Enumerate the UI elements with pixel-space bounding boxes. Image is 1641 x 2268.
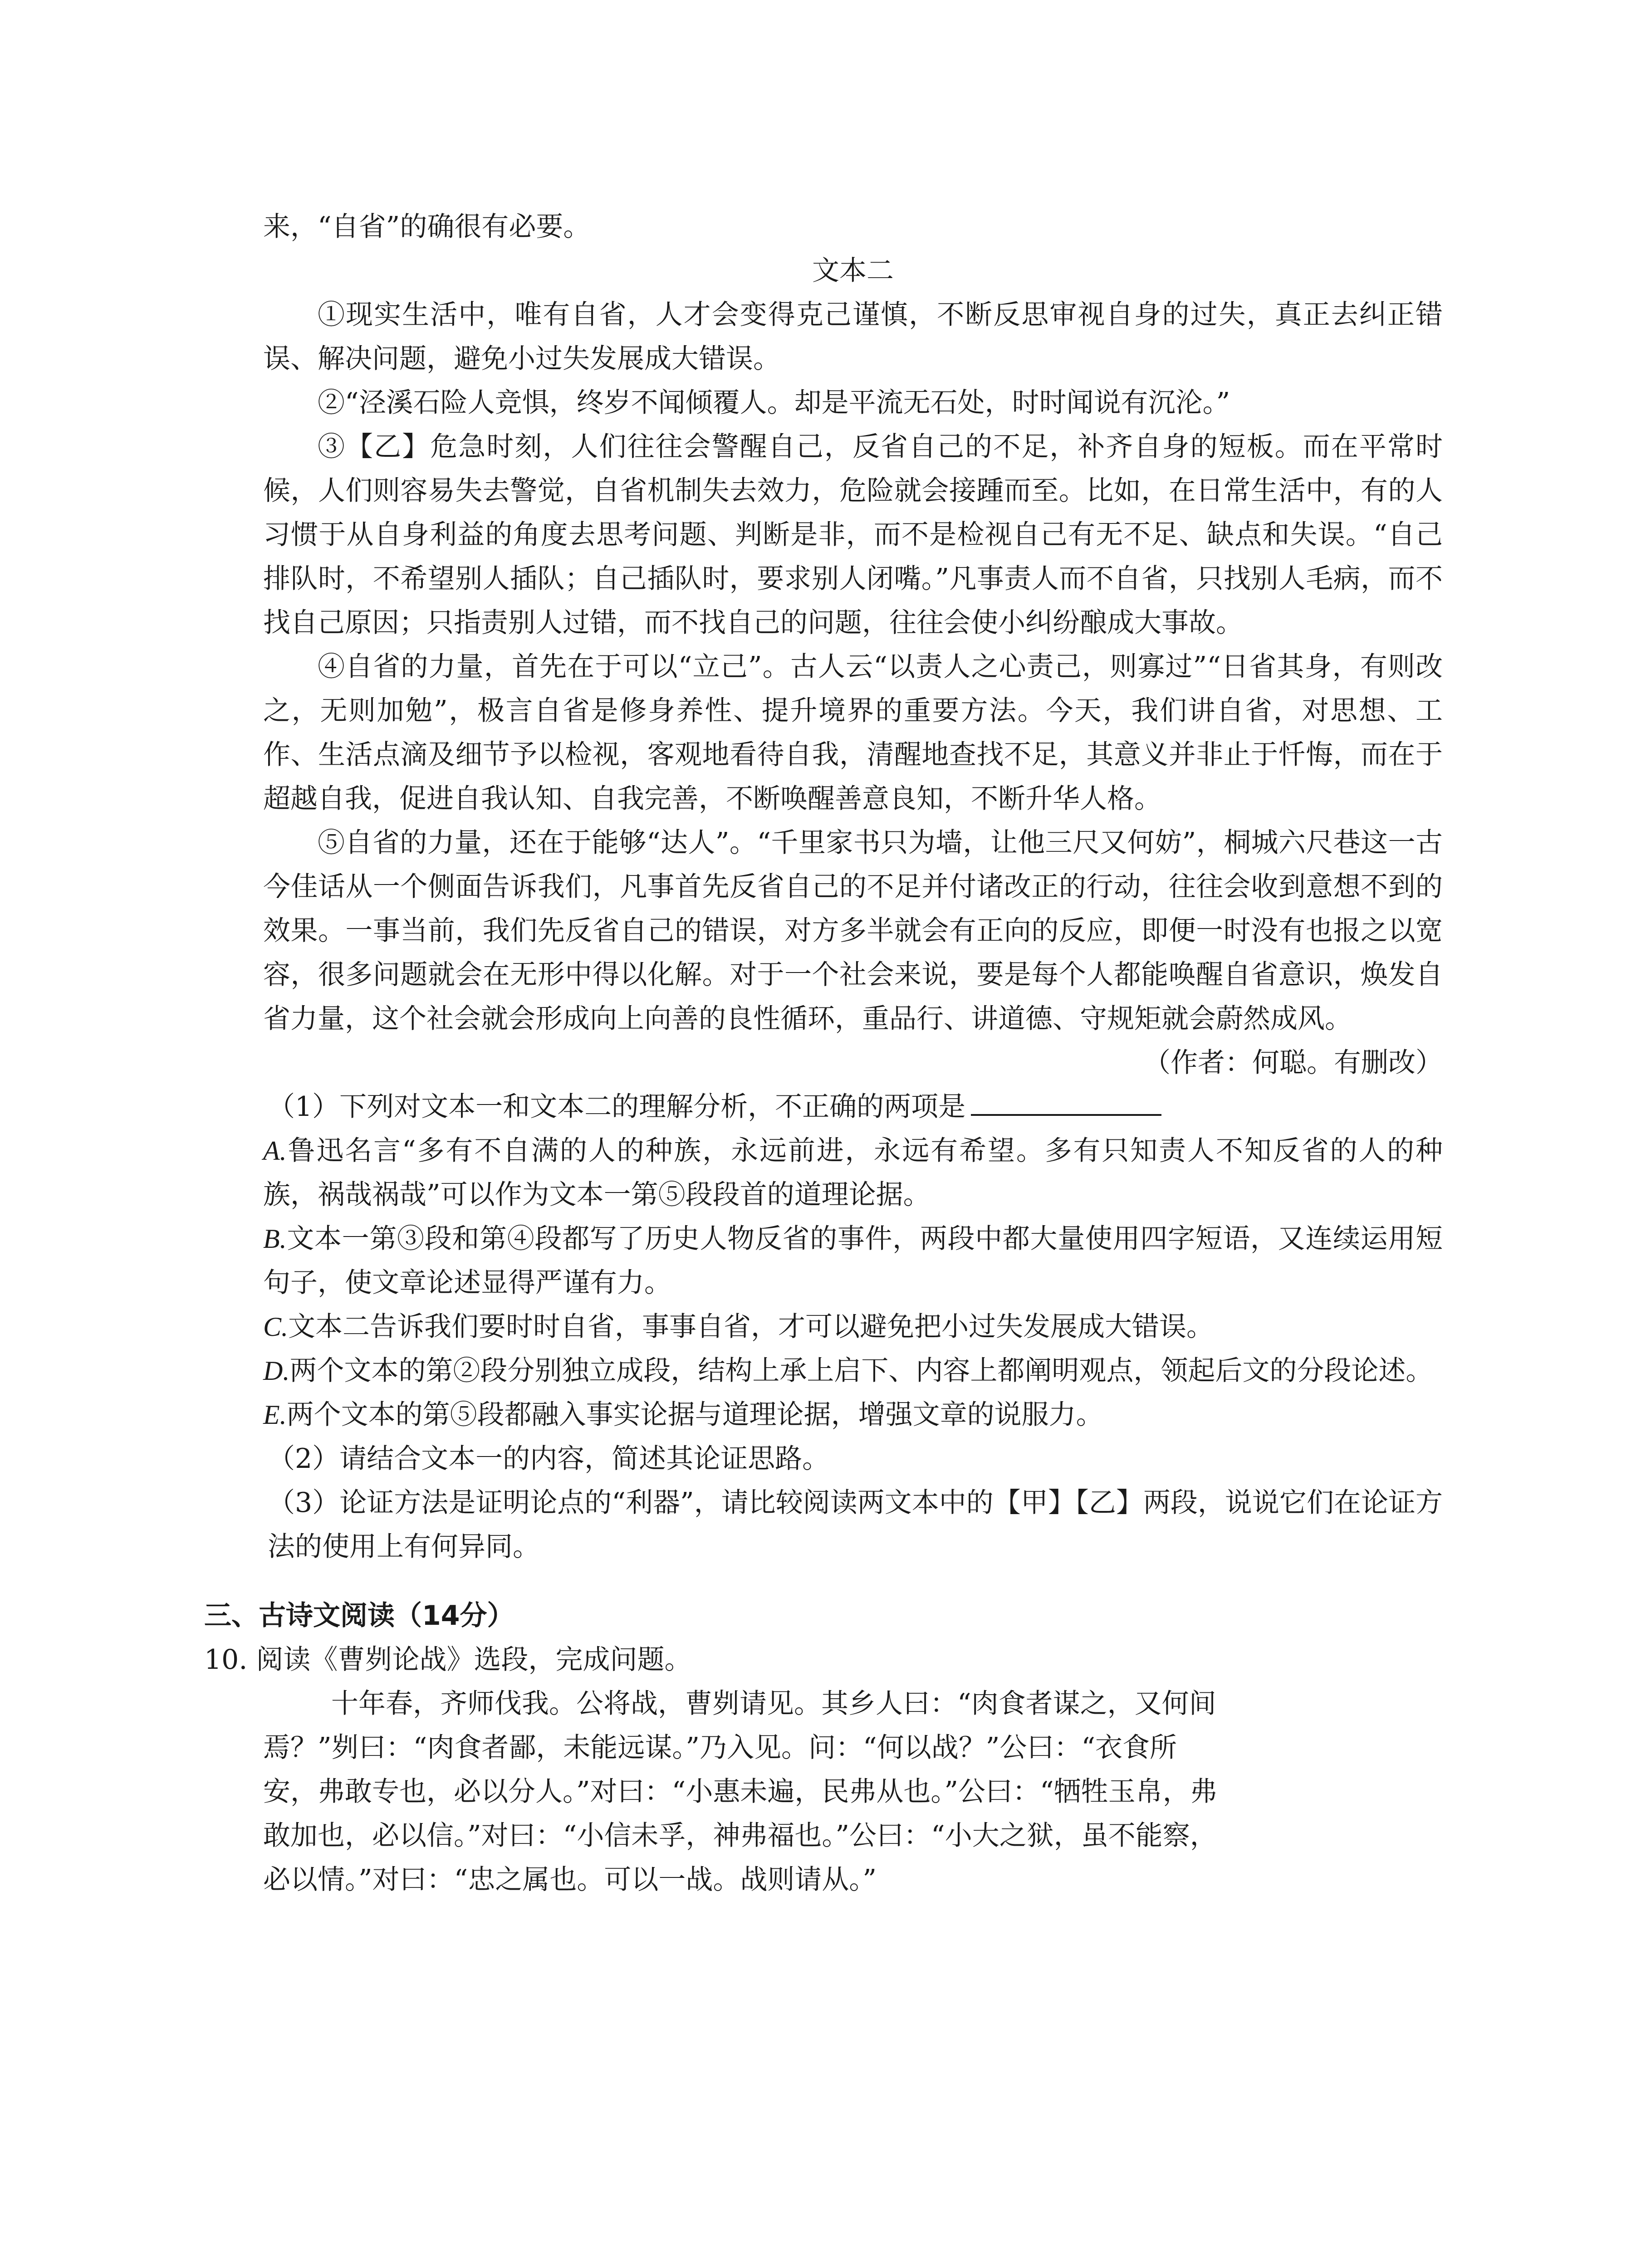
- option-c-text: 文本二告诉我们要时时自省，事事自省，才可以避免把小过失发展成大错误。: [288, 1311, 1214, 1343]
- option-e-letter: E.: [263, 1400, 287, 1430]
- option-a-text: 鲁迅名言“多有不自满的人的种族，永远前进，永远有希望。多有只知责人不知反省的人的种族，祸哉祸哉”可以作为文本一第⑤段段首的道理论据。: [263, 1135, 1443, 1211]
- text-two-paragraph-4: ④自省的力量，首先在于可以“立己”。古人云“以责人之心责己，则寡过”“日省其身，有则改之，无则加勉”，极言自省是修身养性、提升境界的重要方法。今天，我们讲自省，对思想、工作、生活点滴及细节予以检视，客观地看待自我，清醒地查找不足，其意义并非止于忏悔，而在于超越自我，促进自我认知、自我完善，不断唤醒善意良知，不断升华人格。: [263, 651, 1443, 815]
- passage-line-1: 十年春，齐师伐我。公将战，曹刿请见。其乡人曰：“肉食者谋之，又何间: [331, 1688, 1216, 1720]
- passage-line-5: 必以情。”对曰：“忠之属也。可以一战。战则请从。”: [263, 1864, 877, 1896]
- continuation-line: 来，“自省”的确很有必要。: [263, 211, 591, 243]
- option-b-letter: B.: [263, 1224, 287, 1254]
- question-1-stem: [263, 1085, 1443, 1129]
- option-a-letter: A.: [263, 1136, 287, 1166]
- page-body: [204, 205, 1443, 1902]
- passage-line-4: 敢加也，必以信。”对曰：“小信未孚，神弗福也。”公曰：“小大之狱，虽不能察，: [263, 1820, 1217, 1852]
- text-two-paragraph-2: ②“泾溪石险人竞惧，终岁不闻倾覆人。却是平流无石处，时时闻说有沉沦。”: [318, 387, 1230, 419]
- attribution: （作者：何聪。有删改）: [1143, 1047, 1443, 1079]
- option-e: [263, 1393, 1443, 1437]
- question-2: （2）请结合文本一的内容，简述其论证思路。: [268, 1443, 830, 1475]
- option-c: [263, 1305, 1443, 1349]
- section-three-heading: 三、古诗文阅读（14分）: [204, 1600, 514, 1632]
- question-1-stem-text: （1）下列对文本一和文本二的理解分析，不正确的两项是: [268, 1091, 966, 1123]
- option-a: [263, 1129, 1443, 1217]
- option-b: [263, 1217, 1443, 1305]
- option-d-text: 两个文本的第②段分别独立成段，结构上承上启下、内容上都阐明观点，领起后文的分段论述。: [289, 1355, 1433, 1387]
- option-b-text: 文本一第③段和第④段都写了历史人物反省的事件，两段中都大量使用四字短语，又连续运用短句子，使文章论述显得严谨有力。: [263, 1223, 1443, 1299]
- option-d-letter: D.: [263, 1356, 290, 1386]
- answer-blank[interactable]: [971, 1087, 1161, 1116]
- option-d: [263, 1349, 1443, 1393]
- text-two-paragraph-5: ⑤自省的力量，还在于能够“达人”。“千里家书只为墙，让他三尺又何妨”，桐城六尺巷这一古今佳话从一个侧面告诉我们，凡事首先反省自己的不足并付诸改正的行动，往往会收到意想不到的效果。一事当前，我们先反省自己的错误，对方多半就会有正向的反应，即便一时没有也报之以宽容，很多问题就会在无形中得以化解。对于一个社会来说，要是每个人都能唤醒自省意识，焕发自省力量，这个社会就会形成向上向善的良性循环，重品行、讲道德、守规矩就会蔚然成风。: [263, 827, 1443, 1035]
- text-two-paragraph-1: ①现实生活中，唯有自省，人才会变得克己谨慎，不断反思审视自身的过失，真正去纠正错误、解决问题，避免小过失发展成大错误。: [263, 299, 1443, 375]
- text-two-title: 文本二: [812, 255, 894, 287]
- passage-line-2: 焉？”刿曰：“肉食者鄙，未能远谋。”乃入见。问：“何以战？”公曰：“衣食所: [263, 1732, 1177, 1764]
- question-3: （3）论证方法是证明论点的“利器”，请比较阅读两文本中的【甲】【乙】两段，说说它们在论证方法的使用上有何异同。: [268, 1487, 1443, 1563]
- classical-passage: [263, 1682, 1429, 1902]
- option-c-letter: C.: [263, 1312, 289, 1342]
- passage-line-3: 安，弗敢专也，必以分人。”对曰：“小惠未遍，民弗从也。”公曰：“牺牲玉帛，弗: [263, 1776, 1217, 1808]
- option-e-text: 两个文本的第⑤段都融入事实论据与道理论据，增强文章的说服力。: [286, 1399, 1103, 1431]
- text-two-paragraph-3: ③【乙】危急时刻，人们往往会警醒自己，反省自己的不足，补齐自身的短板。而在平常时候，人们则容易失去警觉，自省机制失去效力，危险就会接踵而至。比如，在日常生活中，有的人习惯于从自身利益的角度去思考问题、判断是非，而不是检视自己有无不足、缺点和失误。“自己排队时，不希望别人插队；自己插队时，要求别人闭嘴。”凡事责人而不自省，只找别人毛病，而不找自己原因；只指责别人过错，而不找自己的问题，往往会使小纠纷酿成大事故。: [263, 431, 1443, 639]
- question-10: 10. 阅读《曹刿论战》选段，完成问题。: [204, 1644, 692, 1676]
